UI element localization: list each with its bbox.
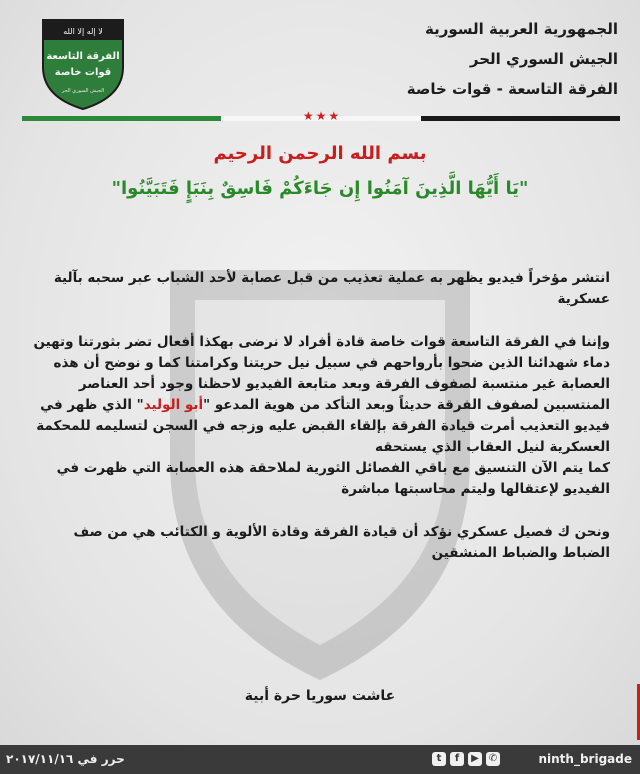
suspect-name: أبو الوليد [143, 397, 204, 413]
paragraph-2-end: " الذي ظهر في فيديو التعذيب أمرت قيادة الفرقة بإلقاء القبض عليه وزجه في السجن لتسليمه للمحكمة العسكرية لنيل العقاب الذي يستحقه [36, 397, 610, 455]
signoff: عاشت سوريا حرة أبية [244, 688, 396, 704]
statement-body [30, 268, 610, 586]
social-handle[interactable]: ninth_brigade [538, 752, 632, 766]
logo-top-text: لا إله إلا الله [63, 27, 103, 36]
twitter-icon[interactable]: t [432, 752, 446, 766]
paragraph-3: كما يتم الآن التنسيق مع باقي الفصائل الثورية لملاحقة هذه العصابة التي ظهرت في الفيديو لإعتقالها وليتم محاسبتها مباشرة [56, 460, 610, 497]
flag-black-segment [421, 116, 620, 121]
letterhead-country: الجمهورية العربية السورية [425, 20, 618, 38]
paragraph-4: ونحن ك فصيل عسكري نؤكد أن قيادة الفرقة وقادة الألوية و الكتائب هي من صف الضباط والضباط المنشقين [73, 524, 610, 561]
paragraph-2-text: وإننا في الفرقة التاسعة قوات خاصة قادة أفراد لا نرضى بهكذا أفعال تضر بثورتنا وتهين دماء شهدائنا الذين ضحوا بأرواحهم في سبيل نيل حريتنا وكرامتنا كما و نوضح أن هذه العصابة غير منتسبة لصفوف الفرقة وبعد متابعة الفيديو لاحظنا وجود أحد العناصر المنتسبين لصفوف الفرقة حديثاً وبعد التأكد من هوية المدعو " [33, 334, 610, 413]
paragraph-2 [30, 332, 610, 458]
logo-bottom-text: الجيش السوري الحر [61, 88, 105, 94]
footer-bar [0, 745, 640, 774]
letterhead [318, 14, 618, 104]
letterhead-division: الفرقة التاسعة - قوات خاصة [406, 80, 618, 98]
paragraph-1: انتشر مؤخراً فيديو يظهر به عملية تعذيب من قبل عصابة لأحد الشباب عبر سحبه بآلية عسكرية [53, 270, 610, 307]
division-logo [38, 12, 128, 112]
letterhead-army: الجيش السوري الحر [469, 50, 618, 68]
youtube-icon[interactable]: ▶ [468, 752, 482, 766]
social-icons [432, 752, 500, 766]
issue-date: حرر في ٢٠١٧/١١/١٦ [6, 752, 125, 766]
flag-stars-icon: ★★★ [302, 109, 342, 123]
basmala: بسم الله الرحمن الرحيم [213, 143, 427, 164]
logo-line-1: الفرقة التاسعة [46, 51, 120, 62]
facebook-icon[interactable]: f [450, 752, 464, 766]
telegram-icon[interactable]: ✆ [486, 752, 500, 766]
logo-line-2: قوات خاصة [54, 67, 112, 78]
quran-verse: "يَا أَيُّهَا الَّذِينَ آمَنُوا إِن جَاءَكُمْ فَاسِقٌ بِنَبَإٍ فَتَبَيَّنُوا" [111, 178, 529, 199]
flag-green-segment [22, 116, 221, 121]
